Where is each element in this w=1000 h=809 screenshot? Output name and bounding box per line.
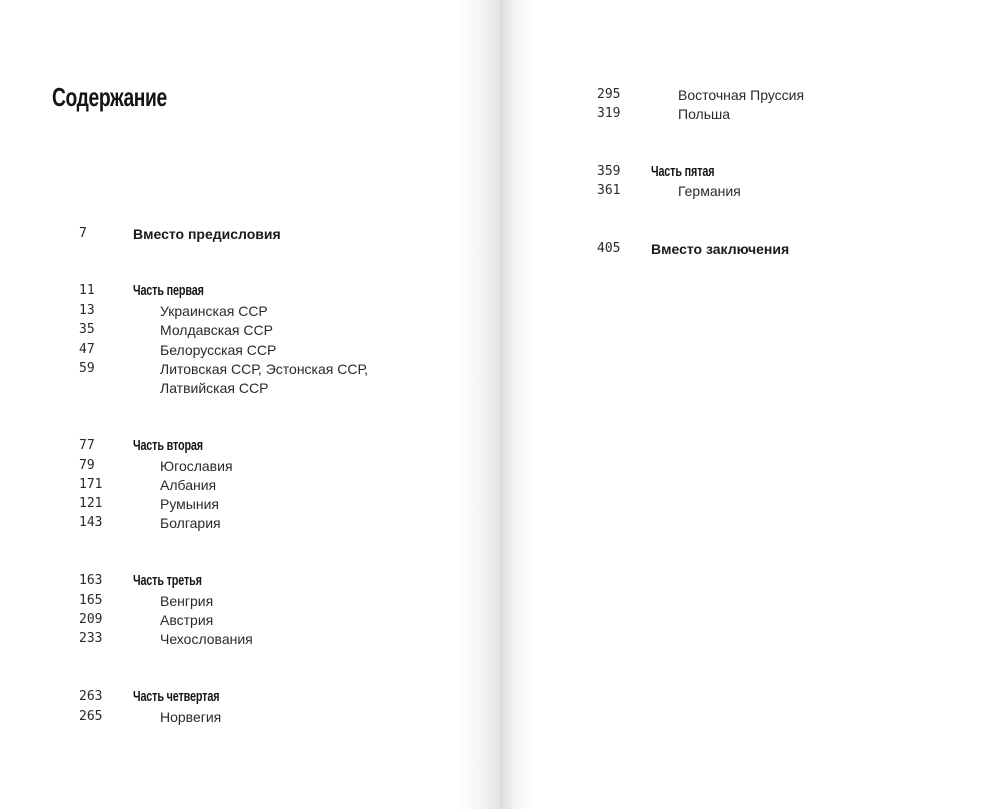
page-number: 295	[597, 87, 621, 102]
right-page	[500, 0, 1000, 809]
entry-title: Латвийская ССР	[160, 380, 269, 396]
page-number: 59	[79, 361, 95, 376]
entry-title: Румыния	[160, 496, 220, 512]
entry-title: Украинская ССР	[160, 303, 268, 319]
page-number: 121	[79, 496, 103, 511]
page-number: 77	[79, 438, 95, 453]
entry-title: Албания	[160, 477, 217, 493]
entry-title: Белорусская ССР	[160, 342, 277, 358]
page-number: 79	[79, 458, 95, 473]
entry-title: Польша	[678, 106, 731, 122]
entry-title: Литовская ССР, Эстонская ССР,	[160, 361, 369, 377]
page-number: 263	[79, 689, 103, 704]
entry-title: Чехослования	[160, 631, 253, 647]
part-title: Часть третья	[133, 572, 202, 589]
page-number: 233	[79, 631, 103, 646]
page-number: 163	[79, 573, 103, 588]
entry-title: Австрия	[160, 612, 214, 628]
page-number: 361	[597, 183, 621, 198]
part-title: Часть первая	[133, 282, 204, 299]
page-number: 13	[79, 303, 95, 318]
entry-title: Болгария	[160, 515, 221, 531]
part-title: Часть четвертая	[133, 688, 220, 705]
part-title: Часть пятая	[651, 163, 715, 180]
gutter-shadow	[455, 0, 500, 809]
entry-title: Югославия	[160, 458, 233, 474]
entry-title: Германия	[678, 183, 741, 199]
part-title: Часть вторая	[133, 437, 203, 454]
page-number: 359	[597, 164, 621, 179]
entry-title: Восточная Пруссия	[678, 87, 805, 103]
page-number: 171	[79, 477, 103, 492]
page-number: 209	[79, 612, 103, 627]
entry-title: Вместо предисловия	[133, 226, 281, 242]
page-number: 11	[79, 283, 95, 298]
page-number: 405	[597, 241, 621, 256]
entry-title: Венгрия	[160, 593, 214, 609]
page-title: Содержание	[52, 82, 167, 112]
entry-title: Молдавская ССР	[160, 322, 273, 338]
page-number: 143	[79, 515, 103, 530]
page-number: 7	[79, 226, 87, 241]
entry-title: Вместо заключения	[651, 241, 790, 257]
page-number: 35	[79, 322, 95, 337]
gutter-shadow	[500, 0, 534, 809]
entry-title: Норвегия	[160, 709, 222, 725]
page-number: 265	[79, 709, 103, 724]
page-number: 47	[79, 342, 95, 357]
page-number: 319	[597, 106, 621, 121]
page-number: 165	[79, 593, 103, 608]
